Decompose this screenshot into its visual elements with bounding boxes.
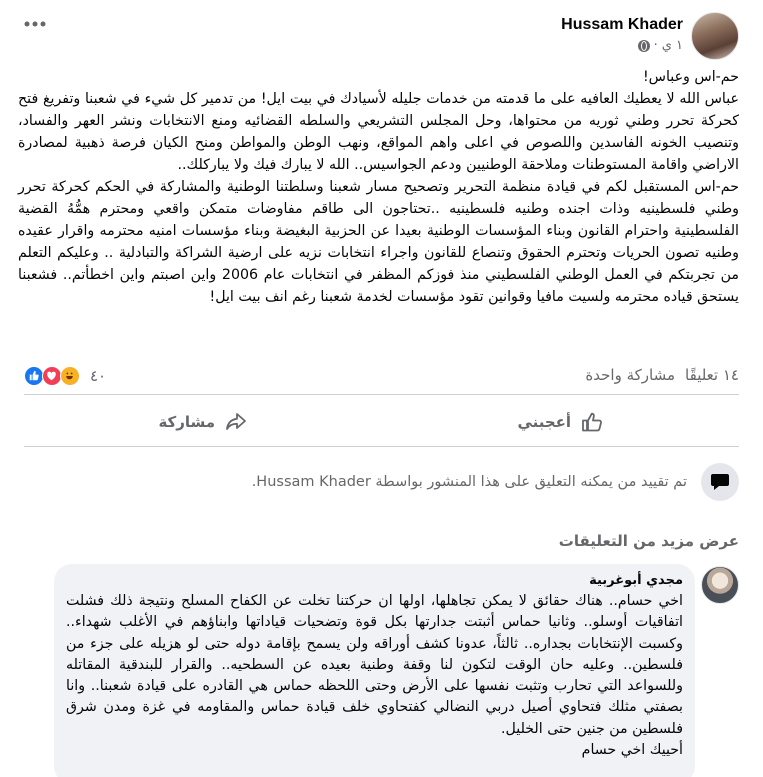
author-avatar[interactable] xyxy=(691,12,739,60)
view-more-comments-link[interactable]: عرض مزيد من التعليقات xyxy=(558,532,739,550)
commenter-name[interactable]: مجدي أبوغربية xyxy=(589,573,683,588)
post-paragraph: حم-اس المستقبل لكم في قيادة منظمة التحرير وتصحيح مسار شعبنا وسلطتنا الوطنية والمشاركة في الحكم كحركة تحرر وطني فلسطينيه وذات اجنده وطنيه فلسطينيه ..تحتاجون الى طاقم مفاوضات متمكن واقعي ومحترم همُّهُ القضية الفلسطينية واحترام القانون وبناء المؤسسات الوطنية بعيدا عن الحزبية البغيضة وبناء مؤسسات امنيه محترمه واقرار عقيده وطنيه تصون الحريات وتحترم الحقوق وتنصاع للقانون واجراء انتخابات نزيه على ارضية الشراكة والتبادلية .. وعليكم التعلم من تجربتكم في العمل الوطني الفلسطيني منذ فوزكم المظفر في انتخابات عام 2006 واين اصبتم واين اخطأتم.. فشعبنا يستحق قياده محترمه ولسيت مافيا وقوانين تقود مؤسسات لخدمة شعبنا رغم انف بيت ايل! xyxy=(18,179,739,305)
post-paragraph: عباس الله لا يعطيك العافيه على ما قدمته من خدمات جليله لأسيادك في بيت ايل! من تدمير كل شيء في شعبنا وتفريغ فتح كحركة تحرر وطني ثوريه من محتواها، وحل المجلس التشريعي والسلطه القضائيه ومنع الانتخابات ونشر العهر والفساد، وتنصيب الخونه الفاسدين واللصوص في اعلى واهم المواقع، ونهب الوطن والمواطن ومنح الكيان فرصة ذهبية لمصادرة الاراضي واقامة المستوطنات وملاحقة الوطنيين ودعم الجواسيس.. الله لا يبارك فيك ولا يباركلك.. xyxy=(18,91,739,173)
post-text xyxy=(18,66,739,308)
reactions-summary[interactable] xyxy=(24,366,106,386)
haha-icon xyxy=(60,366,80,386)
comment-signoff: أحييك اخي حسام xyxy=(581,742,683,759)
post-actions xyxy=(24,402,739,442)
comment-text xyxy=(66,591,683,761)
comment-restriction-notice xyxy=(252,460,739,504)
reaction-count[interactable]: ٤٠ xyxy=(90,367,107,385)
love-icon xyxy=(42,366,62,386)
like-icon xyxy=(24,366,44,386)
commenter-avatar[interactable] xyxy=(701,566,739,604)
like-label: أعجبني xyxy=(517,413,572,431)
more-horizontal-icon xyxy=(24,20,46,28)
share-count[interactable]: مشاركة واحدة xyxy=(585,366,676,384)
author-name[interactable]: Hussam Khader xyxy=(561,16,683,33)
share-button[interactable] xyxy=(24,402,382,442)
more-options-button[interactable] xyxy=(24,20,64,48)
comment-bubble xyxy=(54,564,695,777)
comment-count[interactable]: ١٤ تعليقًا xyxy=(685,366,739,384)
post-stats xyxy=(24,364,739,388)
engagement-counts xyxy=(585,366,739,384)
post-meta xyxy=(638,38,683,53)
like-button[interactable] xyxy=(382,402,740,442)
divider xyxy=(24,394,739,395)
comment-body: اخي حسام.. هناك حقائق لا يمكن تجاهلها، اولها ان حركتنا تخلت عن الكفاح المسلح ونتيجة ذلك فشلت اتفاقيات أوسلو.. وثانيا حماس أثبتت جدارتها بكل قوة وتضحيات قياداتها وابناؤهم في الأغلب شهداء.. وكسبت الإنتخابات بجداره.. ثالثاً، عدونا كشف أوراقه ولن يسمح بإقامة دوله حتى لو هزيله على جزء من فلسطين.. وعليه حان الوقت لتكون لنا وقفة وطنية بعيده عن السطحيه.. والقرار للبندقية المقاتله وللسواعد التي تحارب وتثبت نفسها على الأرض وحتى اللحظه حماس هي القادره على قيادة شعبنا.. وانا بصفتي مثلك فتحاوي أصيل دربي النضالي كفتحاوي خلف قيادة حماس والمقاومه في غزة ومدن شرق فلسطين من جنين حتى الخليل. xyxy=(66,593,683,737)
share-icon xyxy=(225,412,247,432)
post-time[interactable]: ١ ي xyxy=(661,38,683,53)
separator-dot: · xyxy=(653,38,658,53)
restriction-text: تم تقييد من يمكنه التعليق على هذا المنشور بواسطة Hussam Khader. xyxy=(251,474,687,490)
share-label: مشاركة xyxy=(158,413,216,431)
globe-icon[interactable] xyxy=(638,40,650,52)
post-paragraph: حم-اس وعباس! xyxy=(642,69,739,85)
divider xyxy=(24,446,739,447)
comment-bubble-icon xyxy=(701,463,739,501)
thumbs-up-icon xyxy=(581,412,603,432)
